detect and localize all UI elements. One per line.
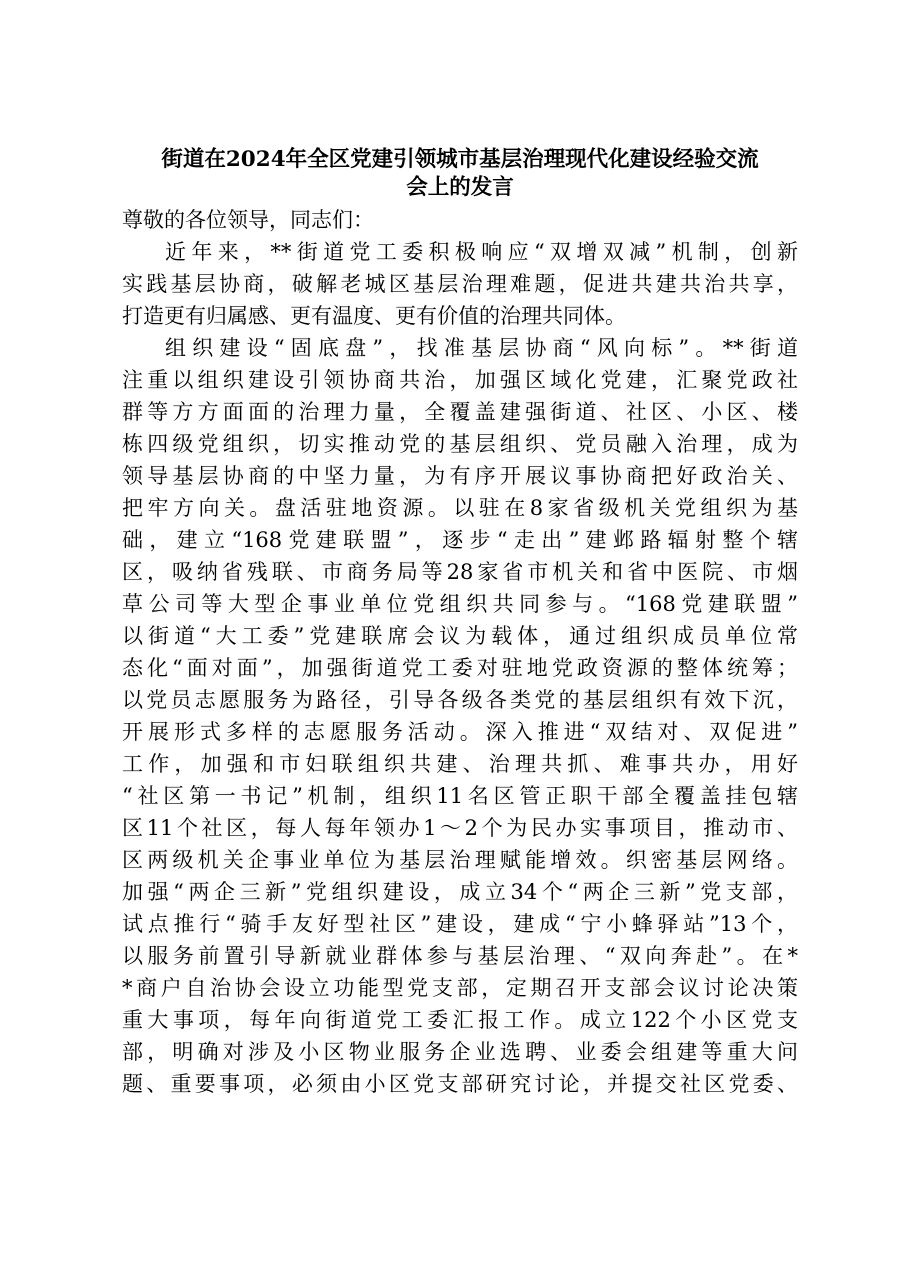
paragraph-line: 注重以组织建设引领协商共治，加强区域化党建，汇聚党政社 bbox=[122, 368, 798, 392]
paragraph-line: 题、重要事项，必须由小区党支部研究讨论，并提交社区党委、 bbox=[122, 1072, 798, 1096]
title-line-2: 会上的发言 bbox=[406, 175, 514, 200]
paragraph-line: 试点推行“骑手友好型社区”建设，建成“宁小蜂驿站”13个， bbox=[122, 912, 798, 936]
paragraph-line: 以服务前置引导新就业群体参与基层治理、“双向奔赴”。在* bbox=[122, 944, 798, 968]
paragraph-line: 栋四级党组织，切实推动党的基层组织、党员融入治理，成为 bbox=[122, 432, 798, 456]
paragraph-line: 近年来，**街道党工委积极响应“双增双减”机制，创新 bbox=[165, 240, 798, 264]
paragraph-line: 区，吸纳省残联、市商务局等28家省市机关和省中医院、市烟 bbox=[122, 560, 798, 584]
paragraph-line: 群等方方面面的治理力量，全覆盖建强街道、社区、小区、楼 bbox=[122, 400, 798, 424]
paragraph-organization bbox=[122, 332, 798, 1100]
paragraph-line: “社区第一书记”机制，组织11名区管正职干部全覆盖挂包辖 bbox=[122, 784, 798, 808]
paragraph-line: 区11个社区，每人每年领办1～2个为民办实事项目，推动市、 bbox=[122, 816, 798, 840]
paragraph-line: 础，建立“168党建联盟”，逐步“走出”建邺路辐射整个辖 bbox=[122, 528, 798, 552]
salutation: 尊敬的各位领导，同志们： bbox=[122, 208, 374, 232]
paragraph-line: 重大事项，每年向街道党工委汇报工作。成立122个小区党支 bbox=[122, 1008, 798, 1032]
paragraph-line: 加强“两企三新”党组织建设，成立34个“两企三新”党支部， bbox=[122, 880, 798, 904]
paragraph-line: 工作，加强和市妇联组织共建、治理共抓、难事共办，用好 bbox=[122, 752, 798, 776]
paragraph-line: 以党员志愿服务为路径，引导各级各类党的基层组织有效下沉， bbox=[122, 688, 798, 712]
paragraph-line: 态化“面对面”，加强街道党工委对驻地党政资源的整体统筹； bbox=[122, 656, 798, 680]
paragraph-line: *商户自治协会设立功能型党支部，定期召开支部会议讨论决策 bbox=[122, 976, 798, 1000]
paragraph-line: 区两级机关企事业单位为基层治理赋能增效。织密基层网络。 bbox=[122, 848, 798, 872]
title-line-1: 街道在2024年全区党建引领城市基层治理现代化建设经验交流 bbox=[161, 147, 759, 172]
paragraph-line: 开展形式多样的志愿服务活动。深入推进“双结对、双促进” bbox=[122, 720, 798, 744]
paragraph-line: 草公司等大型企事业单位党组织共同参与。“168党建联盟” bbox=[122, 592, 798, 616]
paragraph-line: 把牢方向关。盘活驻地资源。以驻在8家省级机关党组织为基 bbox=[122, 496, 798, 520]
document-page bbox=[122, 146, 798, 1100]
paragraph-line: 部，明确对涉及小区物业服务企业选聘、业委会组建等重大问 bbox=[122, 1040, 798, 1064]
paragraph-line: 以街道“大工委”党建联席会议为载体，通过组织成员单位常 bbox=[122, 624, 798, 648]
paragraph-intro bbox=[122, 236, 798, 332]
paragraph-line: 打造更有归属感、更有温度、更有价值的治理共同体。 bbox=[122, 304, 626, 328]
paragraph-line: 组织建设“固底盘”，找准基层协商“风向标”。**街道 bbox=[165, 336, 798, 360]
paragraph-line: 领导基层协商的中坚力量，为有序开展议事协商把好政治关、 bbox=[122, 464, 798, 488]
paragraph-line: 实践基层协商，破解老城区基层治理难题，促进共建共治共享， bbox=[122, 272, 798, 296]
document-title bbox=[122, 146, 798, 202]
